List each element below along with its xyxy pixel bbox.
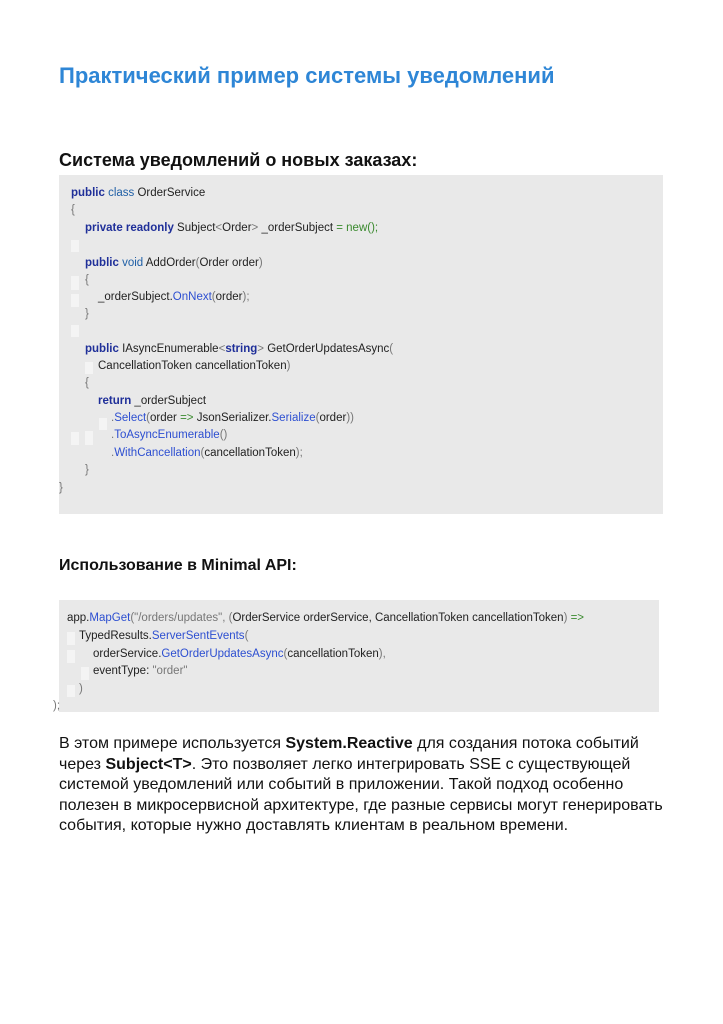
code-block-minimal-api	[53, 600, 659, 712]
code-line: }	[85, 308, 89, 320]
code-line: {	[71, 204, 75, 216]
code-line: eventType: "order"	[93, 665, 188, 677]
code-line: public IAsyncEnumerable<string> GetOrderUpdatesAsync(	[85, 343, 394, 355]
code-block-order-service	[59, 175, 663, 514]
code-line: }	[85, 464, 89, 476]
code-line: }	[59, 482, 63, 494]
code-line: );	[53, 700, 61, 712]
page-title: Практический пример системы уведомлений	[59, 63, 555, 88]
code-line: private readonly Subject<Order> _orderSubject = new();	[85, 222, 379, 234]
code-line: public void AddOrder(Order order)	[85, 257, 263, 269]
code-line: .Select(order => JsonSerializer.Serialize(order))	[111, 412, 354, 424]
code-line: {	[85, 274, 89, 286]
code-line: )	[79, 683, 83, 695]
code-line: .WithCancellation(cancellationToken);	[111, 447, 303, 459]
code-line: public class OrderService	[71, 187, 206, 199]
code-line: {	[85, 377, 89, 389]
section-heading-notifications: Система уведомлений о новых заказах:	[59, 150, 418, 170]
code-line: TypedResults.ServerSentEvents(	[79, 630, 249, 642]
code-line: orderService.GetOrderUpdatesAsync(cancellationToken),	[93, 648, 386, 660]
code-line: app.MapGet("/orders/updates", (OrderService orderService, CancellationToken cancellationToken) =>	[67, 612, 585, 624]
code-line: .ToAsyncEnumerable()	[111, 429, 228, 441]
code-line: _orderSubject.OnNext(order);	[98, 291, 250, 303]
code-line: CancellationToken cancellationToken)	[98, 360, 291, 372]
section-heading-minimal-api: Использование в Minimal API:	[59, 557, 297, 574]
description-paragraph: В этом примере используется System.Reactive для создания потока событий через Subject<T>. Это позволяет легко интегрировать SSE с существующей системой уведомлений или событий в приложении. Такой подход особенно полезен в микросервисной архитектуре, где разные сервисы могут генерировать события, которые нужно доставлять клиентам в реальном времени.	[59, 735, 663, 835]
code-line: return _orderSubject	[98, 395, 207, 407]
